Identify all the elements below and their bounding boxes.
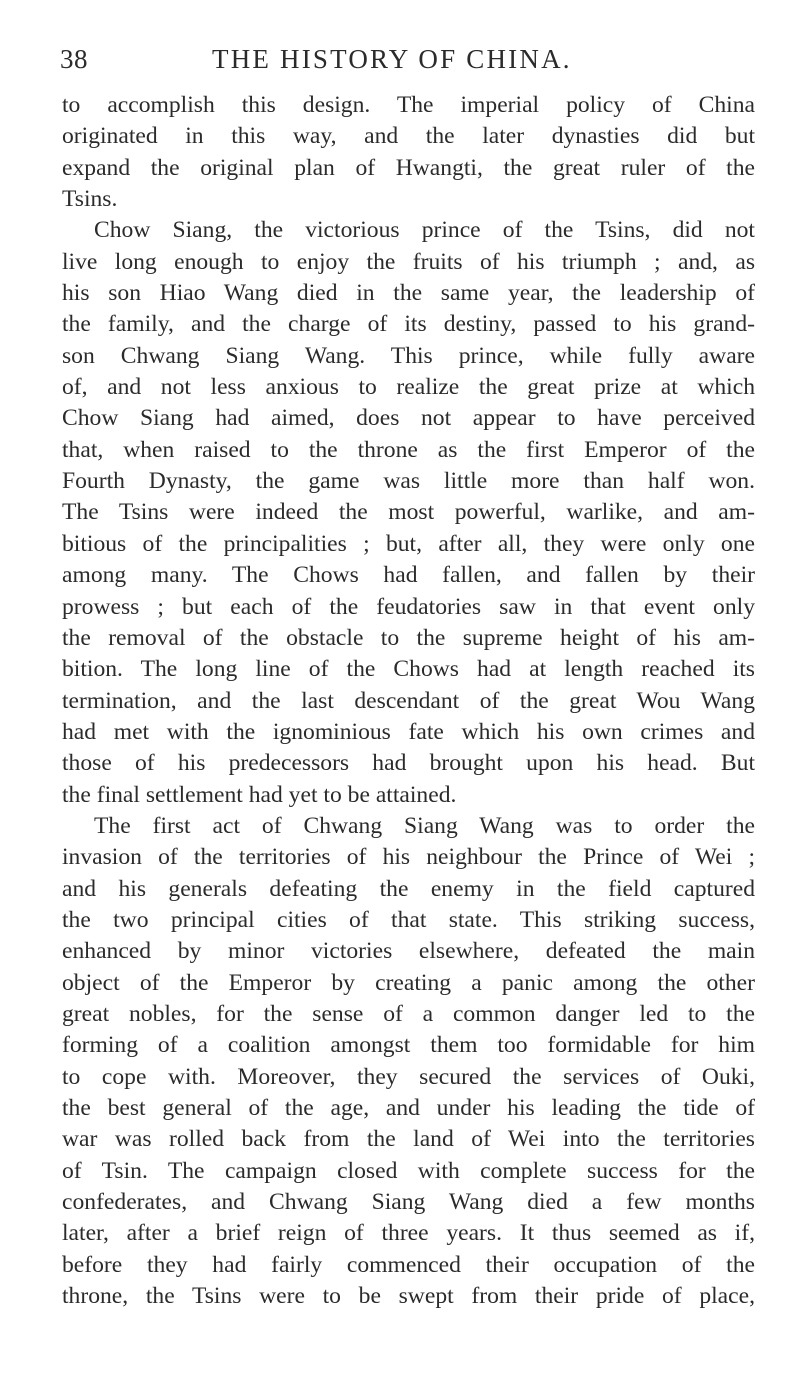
text-line: Tsins. [62, 186, 118, 213]
text-line: his son Hiao Wang died in the same year, the leadership of [62, 280, 755, 307]
text-line: later, after a brief reign of three years. It thus seemed as if, [62, 1220, 755, 1247]
text-line: of Tsin. The campaign closed with complete success for the [62, 1157, 755, 1184]
text-line: to accomplish this design. The imperial policy of China [62, 92, 755, 118]
text-line: great nobles, for the sense of a common danger led to the [62, 1000, 755, 1027]
book-page [62, 40, 755, 1312]
text-line: enhanced by minor victories elsewhere, defeated the main [62, 938, 755, 965]
text-line: bition. The long line of the Chows had at length reached its [62, 656, 755, 683]
page-header [62, 40, 755, 84]
text-line: the final settlement had yet to be attained. [62, 781, 457, 808]
text-line: Chow Siang, the victorious prince of the Tsins, did not [94, 217, 755, 244]
text-line: had met with the ignominious fate which his own crimes and [62, 718, 755, 745]
text-line: of, and not less anxious to realize the great prize at which [62, 374, 755, 401]
text-line: the best general of the age, and under his leading the tide of [62, 1095, 755, 1121]
text-line: before they had fairly commenced their occupation of the [62, 1251, 755, 1278]
text-line: invasion of the territories of his neighbour the Prince of Wei ; [62, 844, 755, 871]
text-line: termination, and the last descendant of the great Wou Wang [62, 687, 755, 714]
text-line: forming of a coalition amongst them too formidable for him [62, 1032, 755, 1059]
body-text [62, 90, 755, 1312]
text-line: Chow Siang had aimed, does not appear to have perceived [62, 405, 755, 432]
text-line: object of the Emperor by creating a panic among the other [62, 969, 755, 996]
text-line: the family, and the charge of its destiny, passed to his grand- [62, 311, 755, 338]
text-line: that, when raised to the throne as the first Emperor of the [62, 436, 755, 463]
text-line: bitious of the principalities ; but, after all, they were only one [62, 530, 755, 557]
text-line: to cope with. Moreover, they secured the services of Ouki, [62, 1063, 755, 1090]
text-line: the two principal cities of that state. This striking success, [62, 906, 755, 933]
text-line: the removal of the obstacle to the supreme height of his am- [62, 624, 755, 651]
text-line: throne, the Tsins were to be swept from their pride of place, [62, 1283, 755, 1310]
text-line: The Tsins were indeed the most powerful, warlike, and am- [62, 499, 755, 526]
text-line: confederates, and Chwang Siang Wang died a few months [62, 1189, 755, 1216]
page-number: 38 [60, 44, 88, 74]
text-line: The first act of Chwang Siang Wang was to order the [94, 812, 755, 839]
text-line: among many. The Chows had fallen, and fallen by their [62, 562, 755, 589]
text-line: prowess ; but each of the feudatories saw in that event only [62, 593, 755, 620]
text-line: live long enough to enjoy the fruits of his triumph ; and, as [62, 248, 755, 275]
text-line: war was rolled back from the land of Wei into the territories [62, 1126, 755, 1153]
text-line: son Chwang Siang Wang. This prince, while fully aware [62, 342, 755, 369]
running-head: THE HISTORY OF CHINA. [212, 44, 572, 74]
text-line: expand the original plan of Hwangti, the great ruler of the [62, 154, 755, 181]
text-line: those of his predecessors had brought upon his head. But [62, 750, 755, 777]
text-line: Fourth Dynasty, the game was little more than half won. [62, 468, 755, 495]
text-line: originated in this way, and the later dynasties did but [62, 123, 755, 150]
text-line: and his generals defeating the enemy in the field captured [62, 875, 755, 902]
